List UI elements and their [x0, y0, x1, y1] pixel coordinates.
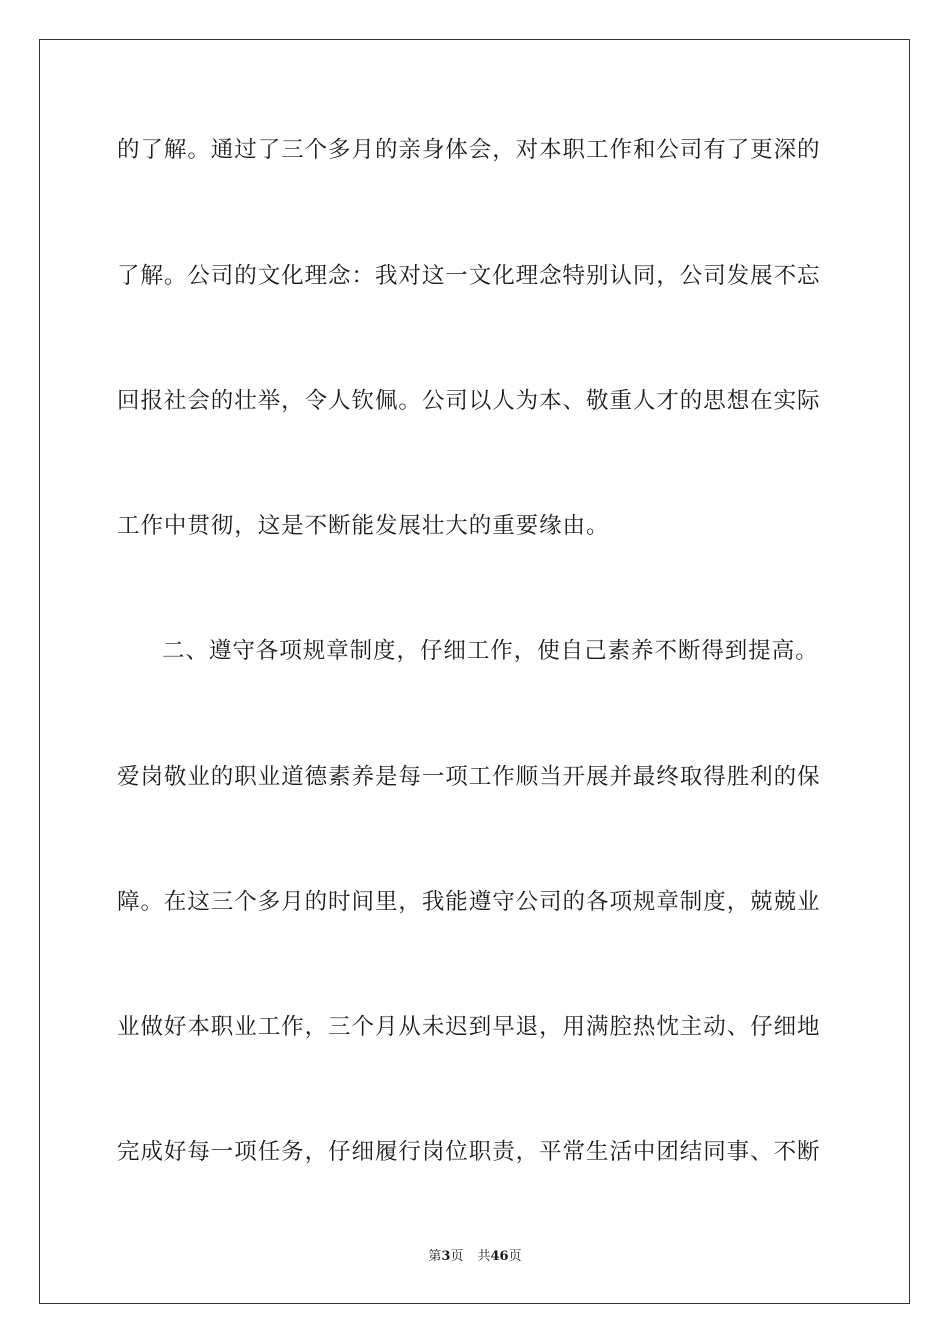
page-border	[39, 39, 910, 1304]
page-footer	[0, 1248, 950, 1266]
paragraph-line-9: 完成好每一项任务，仔细履行岗位职责，平常生活中团结同事、不断	[117, 1139, 821, 1165]
paragraph-line-2: 了解。公司的文化理念：我对这一文化理念特别认同，公司发展不忘	[117, 263, 821, 289]
paragraph-line-3: 回报社会的壮举，令人钦佩。公司以人为本、敬重人才的思想在实际	[117, 388, 821, 414]
paragraph-line-7: 障。在这三个多月的时间里，我能遵守公司的各项规章制度，兢兢业	[117, 889, 821, 915]
paragraph-line-8: 业做好本职业工作，三个月从未迟到早退，用满腔热忱主动、仔细地	[117, 1014, 821, 1040]
page-number: 3	[441, 1249, 451, 1264]
page-prefix: 第	[428, 1249, 442, 1264]
total-prefix: 共	[477, 1249, 491, 1264]
section-heading-line: 二、遵守各项规章制度，仔细工作，使自己素养不断得到提高。	[162, 638, 819, 664]
total-pages: 46	[490, 1249, 509, 1264]
paragraph-line-6: 爱岗敬业的职业道德素养是每一项工作顺当开展并最终取得胜利的保	[117, 764, 821, 790]
paragraph-line-1: 的了解。通过了三个多月的亲身体会，对本职工作和公司有了更深的	[117, 137, 821, 163]
total-suffix: 页	[508, 1249, 522, 1264]
page-suffix: 页	[450, 1249, 464, 1264]
paragraph-line-4: 工作中贯彻，这是不断能发展壮大的重要缘由。	[117, 513, 610, 539]
